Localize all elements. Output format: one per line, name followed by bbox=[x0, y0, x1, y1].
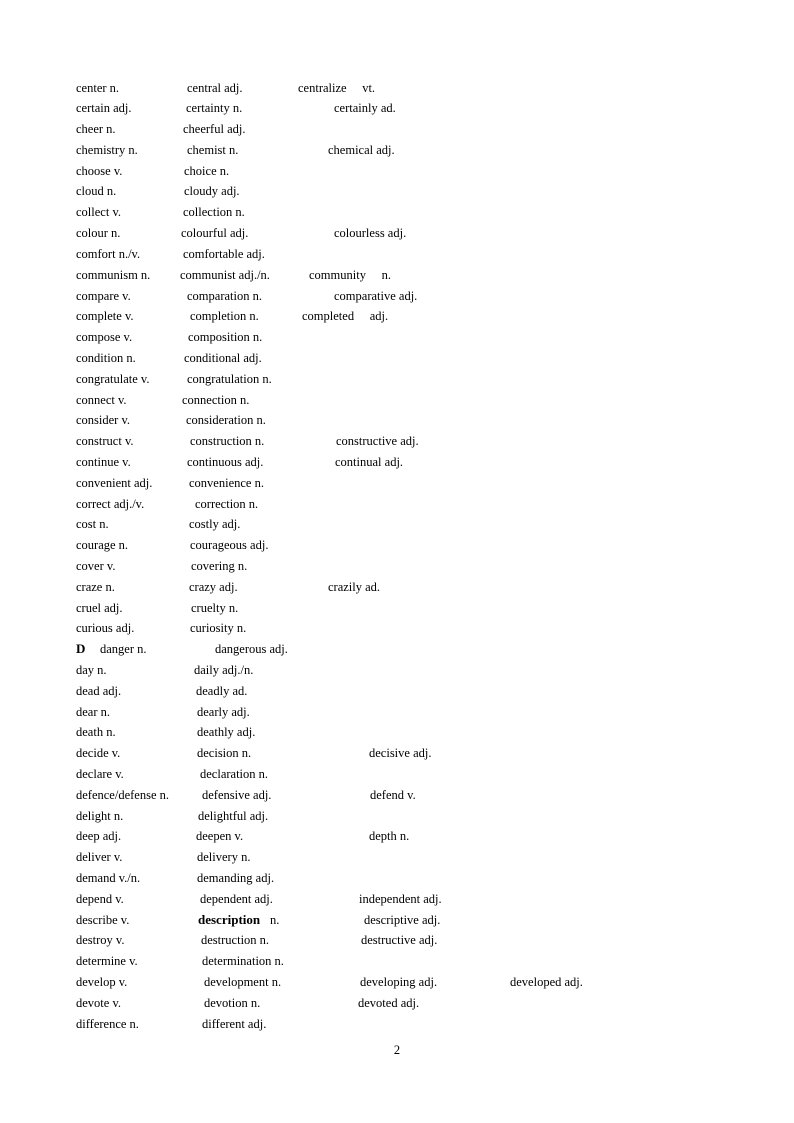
word-entry: craze n. bbox=[76, 580, 115, 594]
word-row bbox=[0, 244, 794, 264]
word-entry: courage n. bbox=[76, 538, 129, 552]
word-entry: determine v. bbox=[76, 954, 138, 968]
word-entry: depend v. bbox=[76, 892, 124, 906]
word-entry: day n. bbox=[76, 663, 107, 677]
word-row bbox=[0, 972, 794, 992]
word-entry: comparative adj. bbox=[334, 289, 418, 303]
word-entry: constructive adj. bbox=[336, 434, 419, 448]
word-entry: delivery n. bbox=[197, 850, 251, 864]
word-row bbox=[0, 119, 794, 139]
word-entry: determination n. bbox=[202, 954, 284, 968]
word-entry: correct adj./v. bbox=[76, 497, 145, 511]
word-entry: cost n. bbox=[76, 517, 109, 531]
word-entry: certain adj. bbox=[76, 101, 132, 115]
word-row bbox=[0, 369, 794, 389]
word-entry: curious adj. bbox=[76, 621, 135, 635]
word-entry: dearly adj. bbox=[197, 705, 250, 719]
word-entry: comfort n./v. bbox=[76, 247, 141, 261]
word-row bbox=[0, 764, 794, 784]
word-entry: centralize vt. bbox=[298, 81, 376, 95]
word-entry: developing adj. bbox=[360, 975, 438, 989]
word-entry: delight n. bbox=[76, 809, 124, 823]
word-entry: communist adj./n. bbox=[180, 268, 270, 282]
word-row bbox=[0, 348, 794, 368]
word-entry: cruel adj. bbox=[76, 601, 123, 615]
word-row bbox=[0, 78, 794, 98]
word-row bbox=[0, 410, 794, 430]
word-row bbox=[0, 660, 794, 680]
word-entry: decide v. bbox=[76, 746, 121, 760]
word-entry: collect v. bbox=[76, 205, 122, 219]
word-row bbox=[0, 577, 794, 597]
word-row bbox=[0, 743, 794, 763]
word-entry: death n. bbox=[76, 725, 116, 739]
word-entry: destruction n. bbox=[201, 933, 270, 947]
word-row bbox=[0, 306, 794, 326]
word-entry: costly adj. bbox=[189, 517, 241, 531]
word-row bbox=[0, 452, 794, 472]
word-row bbox=[0, 889, 794, 909]
word-row bbox=[0, 993, 794, 1013]
word-entry: certainly ad. bbox=[334, 101, 396, 115]
word-entry: declare v. bbox=[76, 767, 124, 781]
word-entry: developed adj. bbox=[510, 975, 583, 989]
word-entry: cloudy adj. bbox=[184, 184, 240, 198]
word-entry: destroy v. bbox=[76, 933, 125, 947]
word-entry: deep adj. bbox=[76, 829, 122, 843]
word-row bbox=[0, 826, 794, 846]
word-entry: communism n. bbox=[76, 268, 151, 282]
word-entry: devoted adj. bbox=[358, 996, 420, 1010]
word-row bbox=[0, 618, 794, 638]
word-entry: correction n. bbox=[195, 497, 259, 511]
word-entry: devote v. bbox=[76, 996, 122, 1010]
word-row bbox=[0, 140, 794, 160]
word-entry: demand v./n. bbox=[76, 871, 141, 885]
word-entry: cheer n. bbox=[76, 122, 116, 136]
word-entry: deathly adj. bbox=[197, 725, 256, 739]
word-row bbox=[0, 1014, 794, 1034]
word-entry: cheerful adj. bbox=[183, 122, 246, 136]
word-entry: connection n. bbox=[182, 393, 250, 407]
word-entry: dangerous adj. bbox=[215, 642, 288, 656]
word-row bbox=[0, 181, 794, 201]
word-entry: continuous adj. bbox=[187, 455, 264, 469]
word-entry: cloud n. bbox=[76, 184, 117, 198]
word-entry: devotion n. bbox=[204, 996, 261, 1010]
word-entry: development n. bbox=[204, 975, 282, 989]
word-entry: colour n. bbox=[76, 226, 121, 240]
word-row bbox=[0, 951, 794, 971]
word-entry: deadly ad. bbox=[196, 684, 248, 698]
word-row bbox=[0, 390, 794, 410]
word-entry: consideration n. bbox=[186, 413, 266, 427]
word-entry-bold: description bbox=[198, 912, 261, 927]
word-entry: certainty n. bbox=[186, 101, 243, 115]
word-entry: consider v. bbox=[76, 413, 131, 427]
word-entry: choose v. bbox=[76, 164, 123, 178]
word-row bbox=[0, 556, 794, 576]
word-entry: chemist n. bbox=[187, 143, 239, 157]
word-row bbox=[0, 514, 794, 534]
word-entry: curiosity n. bbox=[190, 621, 247, 635]
word-entry: continual adj. bbox=[335, 455, 404, 469]
word-row bbox=[0, 910, 794, 930]
word-entry: dear n. bbox=[76, 705, 111, 719]
word-row bbox=[0, 286, 794, 306]
word-entry: defend v. bbox=[370, 788, 416, 802]
word-row bbox=[0, 161, 794, 181]
word-entry: continue v. bbox=[76, 455, 131, 469]
word-row bbox=[0, 535, 794, 555]
word-entry: different adj. bbox=[202, 1017, 267, 1031]
word-row bbox=[0, 722, 794, 742]
word-row bbox=[0, 847, 794, 867]
word-entry: construct v. bbox=[76, 434, 134, 448]
word-row bbox=[0, 930, 794, 950]
word-entry: decisive adj. bbox=[369, 746, 432, 760]
word-row bbox=[0, 681, 794, 701]
word-entry: collection n. bbox=[183, 205, 245, 219]
word-entry: comfortable adj. bbox=[183, 247, 265, 261]
word-entry: decision n. bbox=[197, 746, 252, 760]
word-entry: delightful adj. bbox=[198, 809, 269, 823]
word-row bbox=[0, 265, 794, 285]
word-entry: cover v. bbox=[76, 559, 116, 573]
word-entry: congratulation n. bbox=[187, 372, 272, 386]
word-entry: community n. bbox=[309, 268, 391, 282]
word-entry: defensive adj. bbox=[202, 788, 272, 802]
word-entry: construction n. bbox=[190, 434, 265, 448]
word-entry: comparation n. bbox=[187, 289, 262, 303]
word-entry: compare v. bbox=[76, 289, 131, 303]
word-row bbox=[0, 868, 794, 888]
word-entry: defence/defense n. bbox=[76, 788, 169, 802]
word-entry: dependent adj. bbox=[200, 892, 273, 906]
word-entry: independent adj. bbox=[359, 892, 442, 906]
word-entry: completed adj. bbox=[302, 309, 389, 323]
word-entry: central adj. bbox=[187, 81, 243, 95]
word-entry: courageous adj. bbox=[190, 538, 269, 552]
word-entry: convenient adj. bbox=[76, 476, 153, 490]
word-entry: center n. bbox=[76, 81, 120, 95]
word-entry: congratulate v. bbox=[76, 372, 150, 386]
word-entry: condition n. bbox=[76, 351, 136, 365]
word-row bbox=[0, 494, 794, 514]
section-letter: D bbox=[76, 641, 86, 656]
word-entry: chemical adj. bbox=[328, 143, 395, 157]
word-entry: colourful adj. bbox=[181, 226, 249, 240]
word-entry: conditional adj. bbox=[184, 351, 262, 365]
word-row bbox=[0, 702, 794, 722]
word-entry: chemistry n. bbox=[76, 143, 138, 157]
word-row bbox=[0, 431, 794, 451]
word-entry: covering n. bbox=[191, 559, 248, 573]
word-entry: cruelty n. bbox=[191, 601, 239, 615]
word-entry: declaration n. bbox=[200, 767, 269, 781]
word-entry: convenience n. bbox=[189, 476, 264, 490]
word-entry: difference n. bbox=[76, 1017, 139, 1031]
word-row bbox=[0, 223, 794, 243]
word-entry: destructive adj. bbox=[361, 933, 438, 947]
word-entry: n. bbox=[270, 913, 280, 927]
word-entry: dead adj. bbox=[76, 684, 122, 698]
word-row bbox=[0, 806, 794, 826]
word-row bbox=[0, 327, 794, 347]
word-entry: composition n. bbox=[188, 330, 263, 344]
word-entry: describe v. bbox=[76, 913, 130, 927]
word-entry: develop v. bbox=[76, 975, 128, 989]
word-entry: deliver v. bbox=[76, 850, 123, 864]
word-row bbox=[0, 202, 794, 222]
word-entry: crazy adj. bbox=[189, 580, 238, 594]
word-entry: complete v. bbox=[76, 309, 134, 323]
word-row bbox=[0, 98, 794, 118]
word-entry: daily adj./n. bbox=[194, 663, 254, 677]
word-entry: choice n. bbox=[184, 164, 230, 178]
word-row bbox=[0, 473, 794, 493]
word-entry: compose v. bbox=[76, 330, 133, 344]
word-entry: depth n. bbox=[369, 829, 410, 843]
word-entry: descriptive adj. bbox=[364, 913, 441, 927]
word-row bbox=[0, 785, 794, 805]
word-entry: completion n. bbox=[190, 309, 259, 323]
word-row bbox=[0, 639, 794, 659]
word-entry: connect v. bbox=[76, 393, 127, 407]
page-number: 2 bbox=[393, 1043, 401, 1057]
word-entry: danger n. bbox=[100, 642, 147, 656]
word-entry: deepen v. bbox=[196, 829, 244, 843]
word-entry: colourless adj. bbox=[334, 226, 407, 240]
word-entry: demanding adj. bbox=[197, 871, 275, 885]
word-entry: crazily ad. bbox=[328, 580, 381, 594]
word-row bbox=[0, 598, 794, 618]
